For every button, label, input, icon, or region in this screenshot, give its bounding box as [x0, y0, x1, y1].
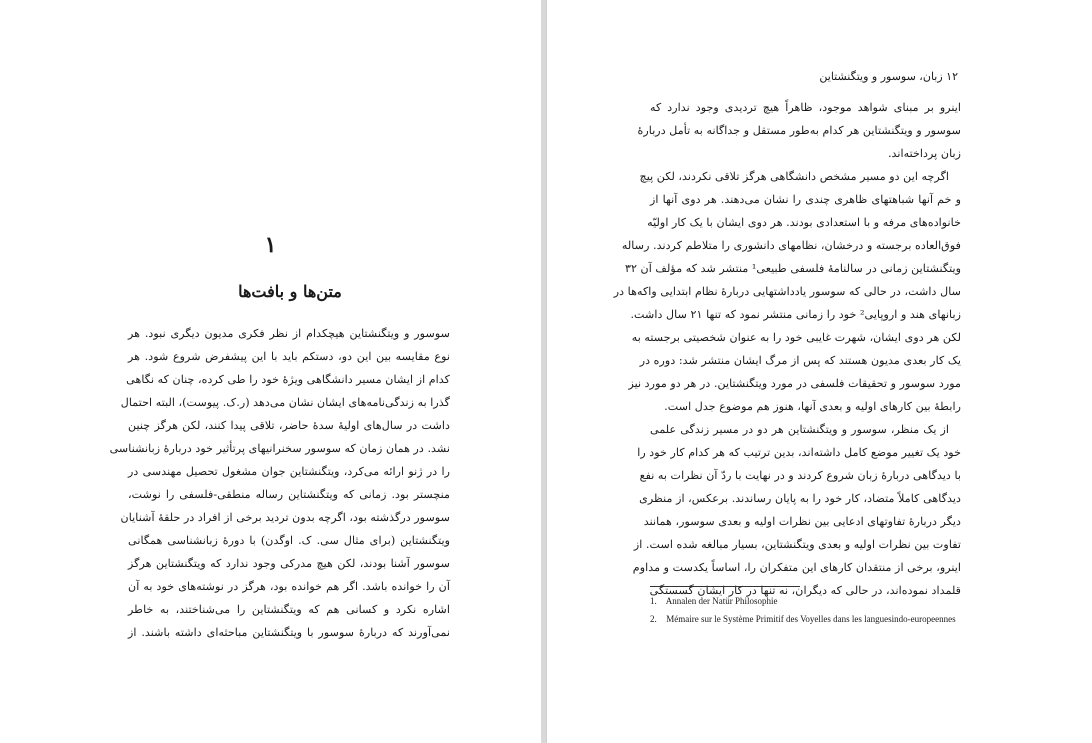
text-line: داشت در سال‌های اولیهٔ سدهٔ حاضر، تلاقی پیدا کنند، لکن هرگز چنین [128, 419, 450, 432]
text-line: سوسور درگذشته بود، اگرچه بدون تردید برخی از افراد در حلقهٔ آشنایان [120, 511, 450, 524]
left-page [0, 0, 542, 743]
text-line: آن را خوانده باشد. اگر هم خوانده بود، هرگز در نوشته‌های خود به آن [128, 580, 450, 593]
text-line: زبانهای هند و اروپایی² خود را زمانی منتشر نمود که تنها ۲۱ سال داشت. [630, 308, 961, 321]
text-line: نمی‌آورند که دربارهٔ سوسور با ویتگنشتاین مباحثه‌ای داشته باشند. از [128, 626, 450, 639]
text-line: و خم آنها شباهتهای ظاهری چندی را نشان می‌دهند. هر دوی آنها از [650, 193, 961, 206]
left-body-text [109, 322, 450, 644]
text-line: رابطهٔ بین کارهای اولیه و بعدی آنها، هنوز هم موضوع جدل است. [664, 400, 961, 413]
text-line: ویتگنشتاین زمانی در سالنامهٔ فلسفی طبیعی¹ منتشر شد که مؤلف آن ۳۲ [624, 262, 961, 275]
footnote-number: 2. [650, 614, 657, 624]
text-line: خانواده‌های مرفه و با استعدادی بودند. هر دوی ایشان با یک کار اولیّه [647, 216, 961, 229]
text-line: سوسور و ویتگنشتاین هیچکدام از نظر فکری مدیون دیگری نبود. هر [128, 327, 450, 340]
right-page [546, 0, 1092, 743]
text-line: یک کار بعدی مدیون هستند که پس از مرگ ایشان منتشر شد: دوره در [639, 354, 961, 367]
text-line: قلمداد نموده‌اند، در حالی که دیگران، نه تنها در کار ایشان گسستگی [649, 584, 961, 597]
text-line: مورد سوسور و تحقیقات فلسفی در مورد ویتگنشتاین. در هر دو مورد نیز [628, 377, 961, 390]
text-line: سوسور و ویتگنشتاین هر کدام به‌طور مستقل و جداگانه به تأمل دربارهٔ [637, 124, 961, 137]
text-line: اینرو بر مبنای شواهد موجود، ظاهراً هیچ تردیدی وجود ندارد که [650, 101, 961, 114]
text-line: از یک منظر، سوسور و ویتگنشتاین هر دو در مسیر زندگی علمی [650, 423, 949, 436]
text-line: دیدگاهی کاملاً متضاد، کار خود را به پایان رساندند. برعکس، از منظری [639, 492, 961, 505]
text-line: زبان پرداخته‌اند. [887, 147, 961, 160]
right-body-text [613, 96, 961, 602]
footnote-text: Mémaire sur le Système Primitif des Voyelles dans les languesindo-europeennes [666, 614, 956, 624]
text-line: منچستر بود. زمانی که ویتگنشتاین رساله منطقی-فلسفی را نوشت، [128, 488, 450, 501]
text-line: فوق‌العاده برجسته و درخشان، نظامهای دانشوری را متلاطم کردند. رساله [621, 239, 961, 252]
text-line: تفاوت بین نظرات اولیه و بعدی ویتگنشتاین، بسیار مبالغه شده است. از [633, 538, 961, 551]
text-line: سوسور آشنا بودند، لکن هیچ مدرکی وجود ندارد که ویتگنشتاین هرگز [128, 557, 450, 570]
chapter-number: ۱ [264, 232, 277, 258]
text-line: لکن هر دوی ایشان، شهرت غایبی خود را به عنوان شخصیتی برجسته به [631, 331, 961, 344]
footnote-text: Annalen der Natür Philosophie [665, 596, 778, 606]
text-line: اشاره نکرد و کسانی هم که ویتگنشتاین را می‌شناختند، به خاطر [128, 603, 450, 616]
footnote-item [650, 610, 970, 628]
running-head: ۱۲ زبان، سوسور و ویتگنشتاین [819, 70, 958, 83]
text-line: اگرچه این دو مسیر مشخص دانشگاهی هرگز تلاقی نکردند، لکن پیچ [639, 170, 949, 183]
text-line: را در ژنو ارائه می‌کرد، ویتگنشتاین جوان مشغول تحصیل مهندسی در [128, 465, 450, 478]
chapter-title: متن‌ها و بافت‌ها [238, 282, 342, 301]
text-line: سال داشت، در حالی که سوسور یادداشتهایی دربارهٔ نظام ابتدایی واکه‌ها در [613, 285, 961, 298]
text-line: نشد. در همان زمان که سوسور سخنرانیهای پرتأثیر خود دربارهٔ زبانشناسی [109, 442, 450, 455]
text-line: ویتگنشتاین (برای مثال سی. ک. اوگدن) با دورهٔ زبانشناسی همگانی [128, 534, 450, 547]
text-line: خود یک تغییر موضع کامل داشته‌اند، بدین ترتیب که هر کدام کار خود را [637, 446, 961, 459]
footnotes [650, 592, 970, 628]
footnote-divider [650, 586, 800, 587]
text-line: اینرو، برخی از منتقدان کارهای این متفکران را، اساساً یکدست و مداوم [632, 561, 961, 574]
footnote-item [650, 592, 970, 610]
text-line: با دیدگاهی دربارهٔ زبان شروع کردند و در نهایت با ردّ آن نظرات به نفع [639, 469, 961, 482]
footnote-number: 1. [650, 596, 657, 606]
text-line: گذرا به زندگی‌نامه‌های ایشان نشان می‌دهد (ر.ک. پیوست)، البته احتمال [120, 396, 450, 409]
text-line: نوع مقایسه بین این دو، دستکم باید با این پیشفرض شروع شود. هر [128, 350, 450, 363]
text-line: کدام از ایشان مسیر دانشگاهی ویژهٔ خود را طی کرده، چنان که نگاهی [126, 373, 450, 386]
text-line: دیگر دربارهٔ تفاوتهای ادعایی بین نظرات اولیه و بعدی سوسور، همانند [643, 515, 961, 528]
